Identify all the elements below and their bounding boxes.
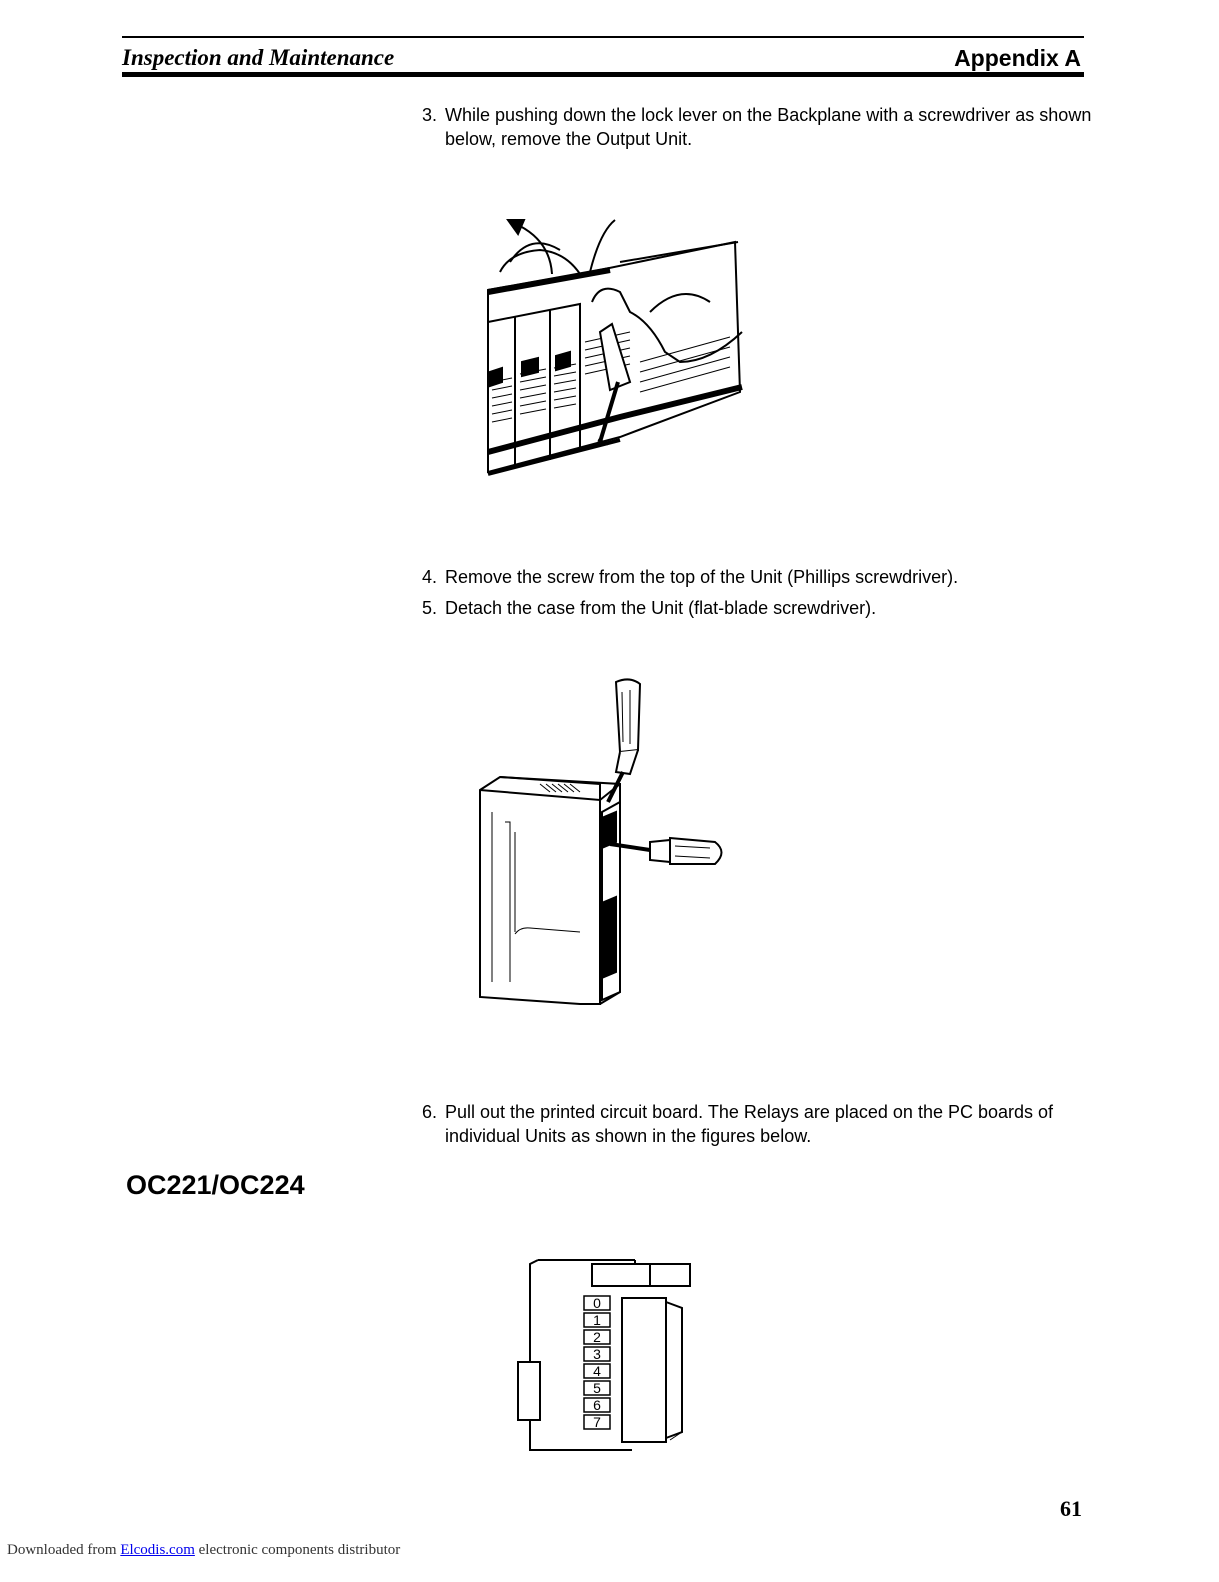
- step-4: [422, 565, 1092, 589]
- step-number: 4.: [422, 567, 438, 587]
- step-3: [422, 103, 1092, 151]
- step-number: 3.: [422, 105, 438, 125]
- footer-prefix: Downloaded from: [7, 1542, 117, 1558]
- step-text: Detach the case from the Unit (flat-blade screwdriver).: [445, 598, 877, 618]
- page-number: 61: [1060, 1496, 1082, 1521]
- download-footer: [7, 1542, 400, 1559]
- footer-link[interactable]: Elcodis.com: [120, 1542, 195, 1558]
- step-text: Remove the screw from the top of the Unit (Phillips screwdriver).: [445, 567, 959, 587]
- step-6: [422, 1100, 1092, 1148]
- relay-label: 2: [593, 1329, 601, 1345]
- step-text: Pull out the printed circuit board. The Relays are placed on the PC boards of individual Units as shown in the figures below.: [445, 1102, 1054, 1146]
- header-rule-bottom: [122, 72, 1084, 77]
- relay-label: 3: [593, 1346, 601, 1362]
- relay-label: 4: [593, 1363, 601, 1379]
- backplane-removal-illustration: [480, 212, 750, 487]
- relay-label: 6: [593, 1397, 601, 1413]
- screwdriver-case-illustration: [470, 672, 740, 1012]
- relay-label: 1: [593, 1312, 601, 1328]
- relay-label: 0: [593, 1295, 601, 1311]
- header-appendix: Appendix A: [954, 45, 1081, 71]
- footer-suffix: electronic components distributor: [198, 1542, 401, 1558]
- header-section-title: Inspection and Maintenance: [122, 45, 395, 70]
- step-5: [422, 596, 1092, 620]
- step-text: While pushing down the lock lever on the Backplane with a screwdriver as shown below, remove the Output Unit.: [445, 105, 1092, 149]
- section-title: OC221/OC224: [126, 1170, 305, 1200]
- relay-label: 5: [593, 1380, 601, 1396]
- pcb-relay-diagram: [510, 1250, 700, 1460]
- header-rule-top: [122, 36, 1084, 38]
- step-number: 6.: [422, 1102, 438, 1122]
- relay-label: 7: [593, 1414, 601, 1430]
- step-number: 5.: [422, 598, 438, 618]
